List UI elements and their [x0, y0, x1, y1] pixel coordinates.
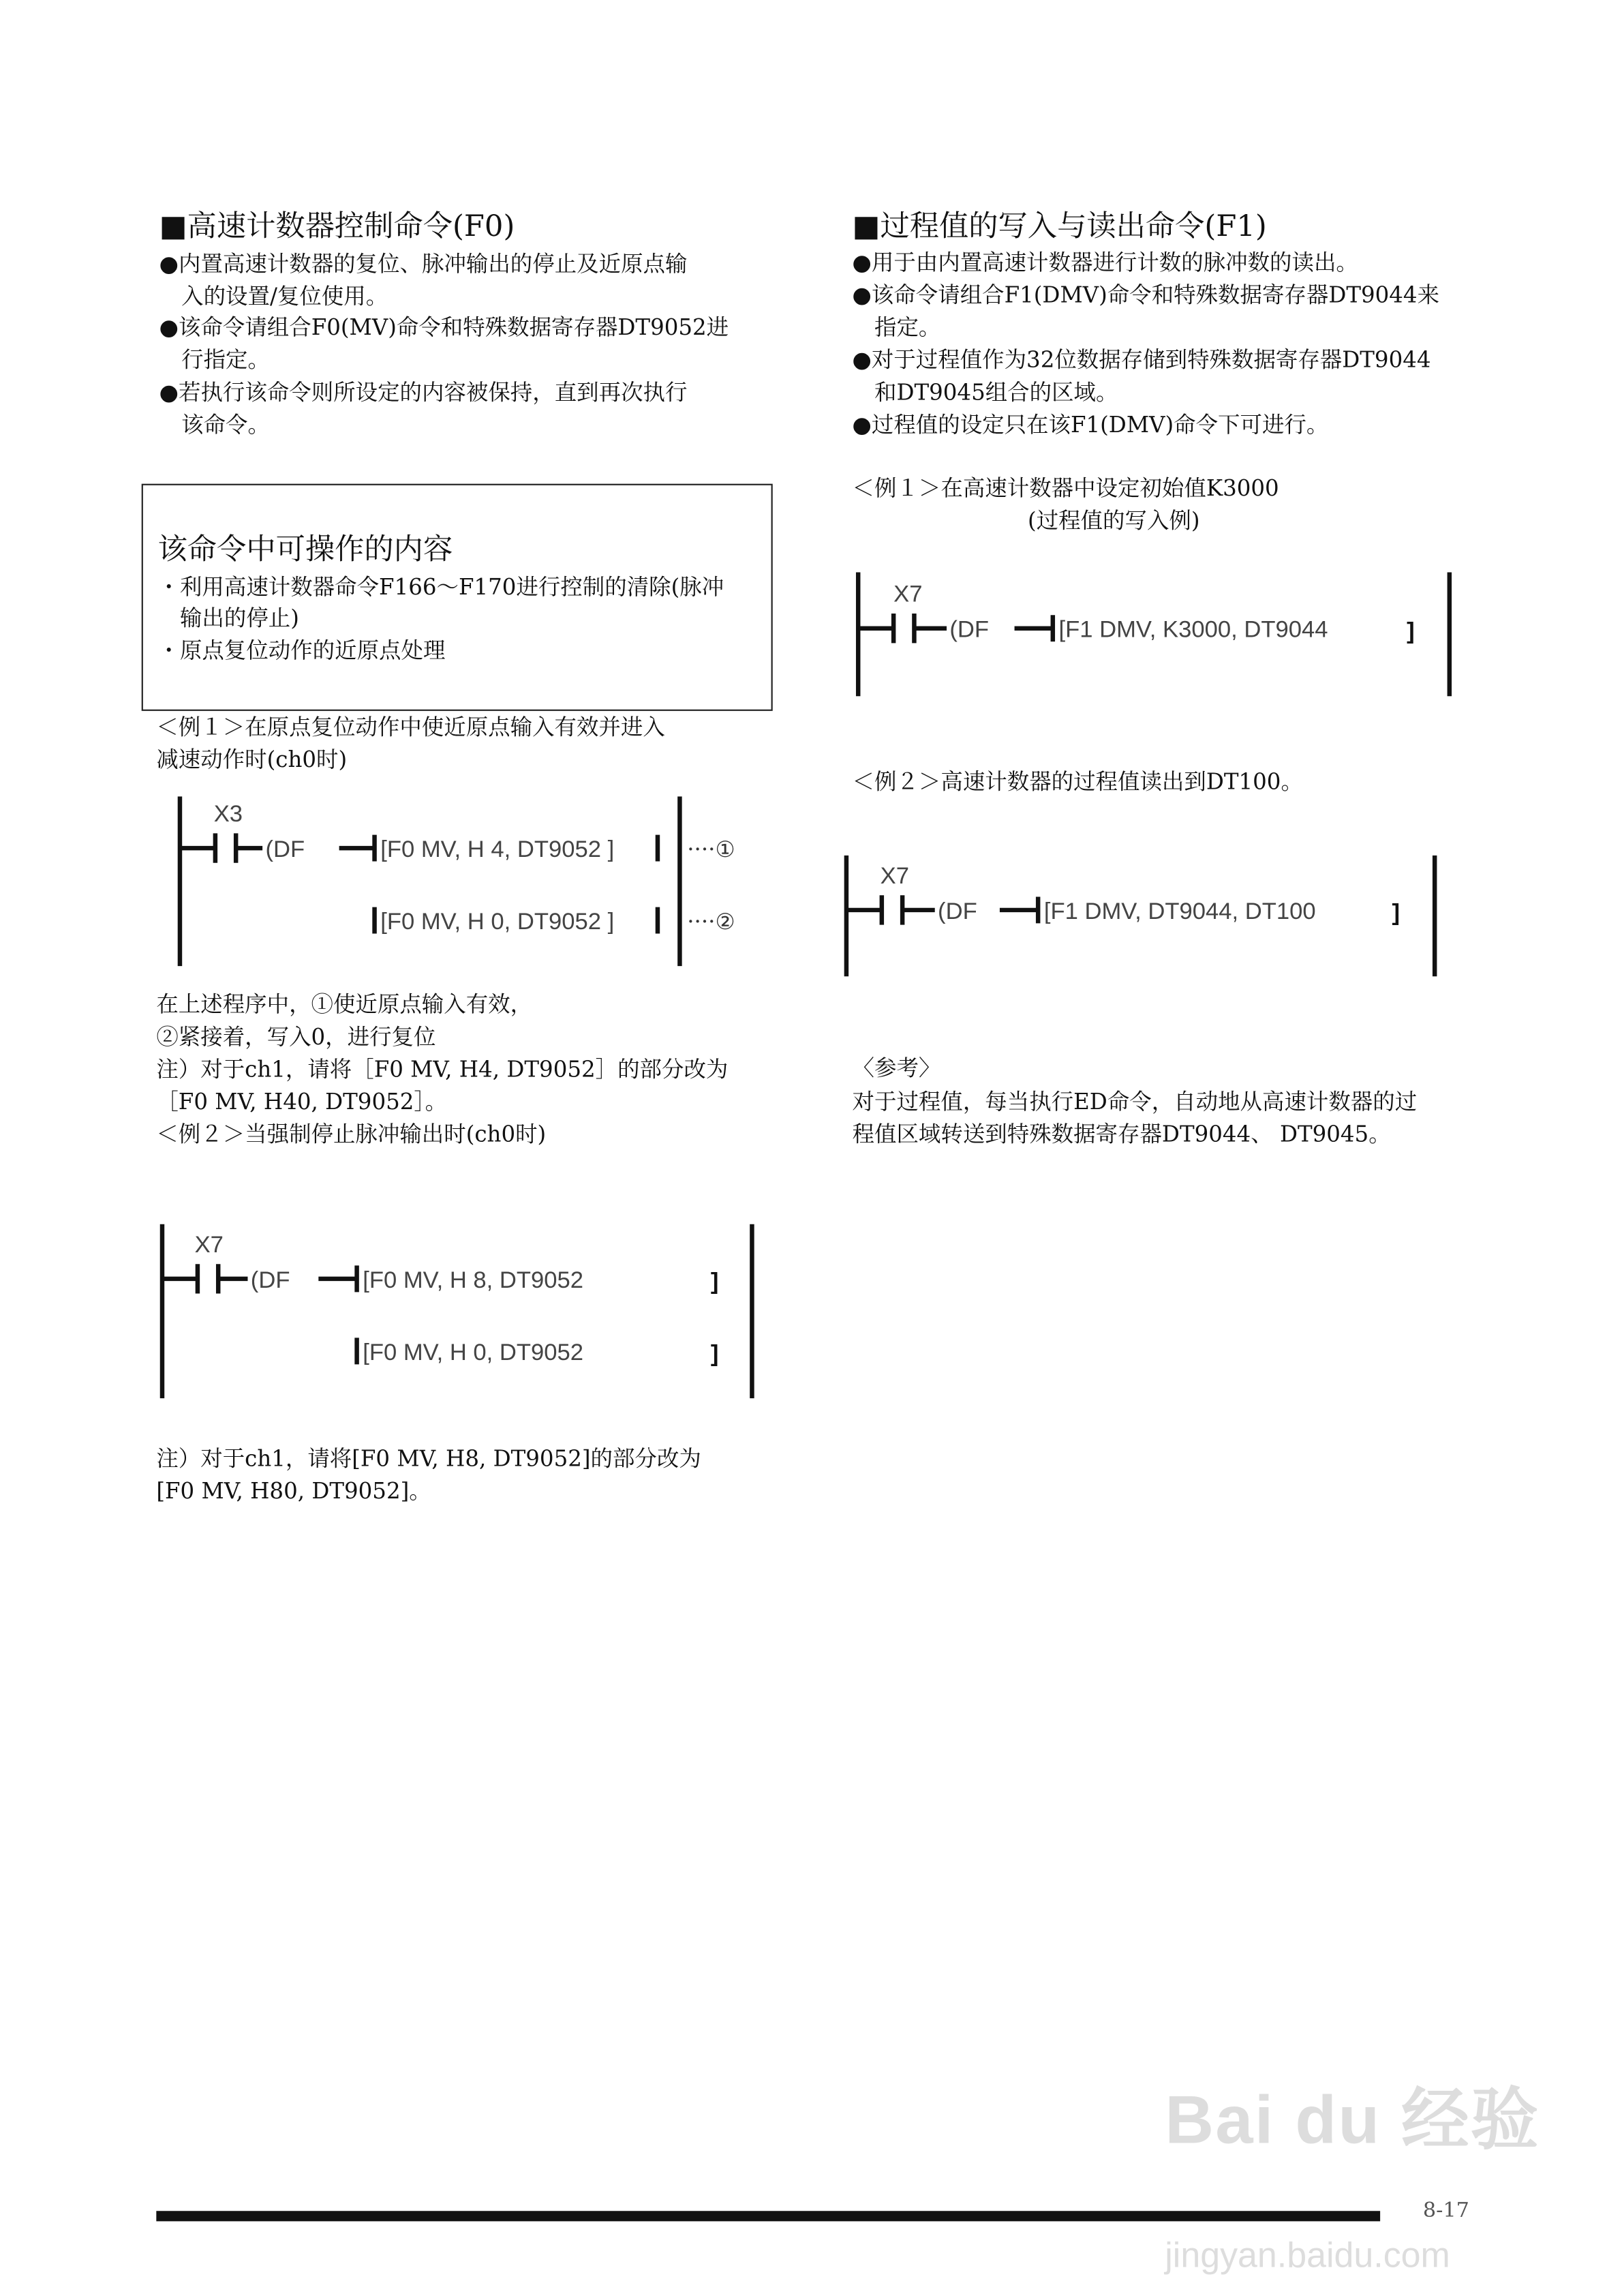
explain-line: 注）对于ch1，请将［F0 MV, H4, DT9052］的部分改为: [156, 1056, 729, 1083]
bullet-line: 该命令。: [159, 411, 270, 438]
ladder-2-lines: [162, 1224, 752, 1398]
bullet-line: ●该命令请组合F1(DMV)命令和特殊数据寄存器DT9044来: [852, 282, 1440, 309]
example-caption: (过程值的写入例): [1028, 507, 1200, 534]
df-instruction: (DF: [250, 1267, 290, 1293]
box-item: ・利用高速计数器命令F166～F170进行控制的清除(脉冲: [157, 573, 724, 601]
page-number: 8-17: [1422, 2199, 1469, 2223]
ladder-row-1: [F0 MV, H 4, DT9052 ]: [380, 836, 615, 863]
bullet-line: 和DT9045组合的区域。: [852, 379, 1118, 406]
box-title: 该命令中可操作的内容: [157, 530, 453, 567]
reference-line: 〈参考〉: [852, 1054, 941, 1081]
example-caption: ＜例１＞在原点复位动作中使近原点输入有效并进入: [156, 714, 665, 741]
marker-1: ····①: [687, 836, 735, 863]
df-instruction: (DF: [938, 898, 977, 924]
bracket-close: ]: [1407, 618, 1415, 644]
marker-2: ····②: [687, 909, 735, 935]
explain-line: ②紧接着，写入0，进行复位: [156, 1023, 436, 1051]
note-line: [F0 MV, H80, DT9052]。: [156, 1477, 431, 1505]
reference-line: 对于过程值，每当执行ED命令，自动地从高速计数器的过: [852, 1088, 1418, 1115]
explain-line: 在上述程序中，①使近原点输入有效，: [156, 991, 533, 1018]
bullet-line: ●若执行该命令则所设定的内容被保持，直到再次执行: [159, 379, 688, 406]
watermark-logo: Bai du 经验: [1165, 2081, 1540, 2158]
ladder-row-1: [F0 MV, H 8, DT9052: [363, 1267, 584, 1293]
example-caption: ＜例２＞高速计数器的过程值读出到DT100。: [852, 768, 1303, 796]
contact-label: X3: [213, 801, 243, 828]
bullet-line: ●对于过程值作为32位数据存储到特殊数据寄存器DT9044: [852, 346, 1431, 374]
watermark-url: jingyan.baidu.com: [1165, 2236, 1450, 2276]
ladder-row-2: [F0 MV, H 0, DT9052 ]: [380, 909, 615, 935]
bullet-line: ●过程值的设定只在该F1(DMV)命令下可进行。: [852, 411, 1329, 438]
ladder-row: [F1 DMV, DT9044, DT100: [1043, 898, 1316, 924]
ladder-row: [F1 DMV, K3000, DT9044: [1058, 616, 1328, 643]
bracket-close: ]: [710, 1341, 719, 1368]
bullet-line: 行指定。: [159, 346, 270, 374]
bullet-line: ●用于由内置高速计数器进行计数的脉冲数的读出。: [852, 249, 1358, 276]
ladder-row-2: [F0 MV, H 0, DT9052: [363, 1339, 584, 1365]
example-caption: 减速动作时(ch0时): [156, 746, 348, 773]
bullet-line: ●该命令请组合F0(MV)命令和特殊数据寄存器DT9052进: [159, 314, 729, 341]
example-caption: ＜例１＞在高速计数器中设定初始值K3000: [852, 474, 1279, 502]
box-item: ・原点复位动作的近原点处理: [157, 637, 446, 664]
note-line: 注）对于ch1，请将[F0 MV, H8, DT9052]的部分改为: [156, 1445, 701, 1472]
bullet-line: 入的设置/复位使用。: [159, 283, 388, 310]
bullet-line: ●内置高速计数器的复位、脉冲输出的停止及近原点输: [159, 250, 688, 277]
explain-line: ［F0 MV, H40, DT9052］。: [156, 1088, 448, 1115]
df-instruction: (DF: [949, 616, 990, 643]
box-item: 输出的停止): [157, 605, 299, 632]
contact-label: X7: [893, 581, 923, 607]
df-instruction: (DF: [265, 836, 305, 863]
ladder-1-lines: [180, 796, 679, 966]
explain-line: ＜例２＞当强制停止脉冲输出时(ch0时): [156, 1121, 547, 1148]
bracket-close: ]: [1392, 900, 1400, 926]
reference-line: 程值区域转送到特殊数据寄存器DT9044、 DT9045。: [852, 1121, 1391, 1148]
bullet-line: 指定。: [852, 314, 941, 341]
contact-label: X7: [194, 1231, 224, 1258]
section-title-f0: ■高速计数器控制命令(F0): [159, 208, 515, 243]
footer-rule: [156, 2211, 1380, 2221]
section-title-f1: ■过程值的写入与读出命令(F1): [852, 208, 1267, 243]
contact-label: X7: [880, 862, 910, 889]
bracket-close: ]: [710, 1268, 719, 1295]
